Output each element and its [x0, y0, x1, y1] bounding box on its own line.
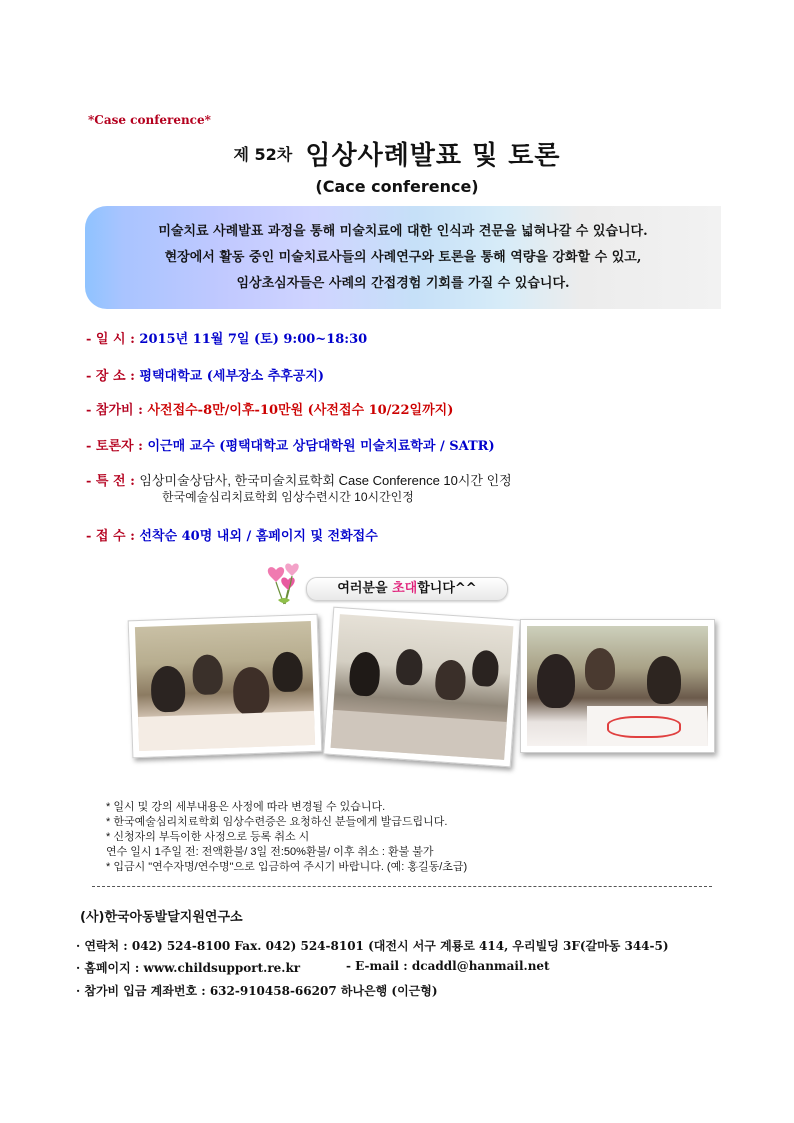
date-label: - 일 시 : — [86, 332, 140, 347]
note-item: * 한국예술심리치료학회 임상수련증은 요청하신 분들에게 발급드립니다. — [106, 816, 448, 828]
info-benefit — [86, 470, 512, 489]
discussant-value: 이근매 교수 (평택대학교 상담대학원 미술치료학과 / SATR) — [147, 439, 495, 454]
note-item: * 신청자의 부득이한 사정으로 등록 취소 시 — [106, 831, 310, 843]
notes-list — [106, 798, 467, 873]
workshop-photo — [323, 607, 521, 768]
email-line[interactable]: - E-mail : dcaddl@hanmail.net — [346, 959, 550, 973]
info-place — [86, 365, 324, 384]
fee-value: 사전접수-8만/이후-10만원 (사전접수 10/22일까지) — [147, 403, 454, 418]
discussant-label: - 토론자 : — [86, 439, 148, 454]
title-number: 제 52차 — [233, 145, 293, 164]
intro-line: 미술치료 사례발표 과정을 통해 미술치료에 대한 인식과 견문을 넓혀나갈 수 있습니다. — [158, 224, 648, 239]
info-date — [86, 328, 367, 347]
info-apply — [86, 525, 378, 544]
benefit-label: - 특 전 : — [86, 474, 140, 489]
heart-balloons-icon — [262, 560, 310, 608]
homepage-line[interactable]: · 홈페이지 : www.childsupport.re.kr — [76, 961, 301, 975]
title-main: 임상사례발표 및 토론 — [305, 141, 561, 171]
account-line: · 참가비 입금 계좌번호 : 632-910458-66207 하나은행 (이근형) — [76, 984, 438, 998]
case-conference-tag: *Case conference* — [88, 113, 211, 127]
benefit-value-2: 한국예술심리치료학회 임상수련시간 10시간인정 — [162, 490, 414, 504]
intro-line: 임상초심자들은 사례의 간접경험 기회를 가질 수 있습니다. — [236, 276, 570, 291]
info-discussant — [86, 435, 495, 454]
page-title — [0, 135, 794, 172]
benefit-value-1: 임상미술상담사, 한국미술치료학회 Case Conference 10시간 인정 — [139, 473, 512, 488]
invite-banner — [306, 577, 508, 601]
apply-value: 선착순 40명 내외 / 홈페이지 및 전화접수 — [139, 529, 378, 544]
banner-highlight: 초대 — [392, 581, 418, 596]
banner-text-end: 합니다^^ — [417, 581, 477, 596]
note-item: 연수 일시 1주일 전: 전액환불/ 3일 전:50%환불/ 이후 취소 : 환불 불가 — [106, 846, 434, 858]
contact-line: · 연락처 : 042) 524-8100 Fax. 042) 524-8101 (대전시 서구 계룡로 414, 우리빌딩 3F(갈마동 344-5) — [76, 939, 669, 953]
organization-name: (사)한국아동발달지원연구소 — [80, 910, 243, 925]
date-value: 2015년 11월 7일 (토) 9:00~18:30 — [139, 332, 368, 347]
workshop-photo — [128, 614, 323, 759]
banner-text: 여러분을 — [337, 581, 393, 596]
note-item: * 입금시 "연수자명/연수명"으로 입금하여 주시기 바랍니다. (예: 홍길동/초급) — [106, 861, 468, 873]
workshop-photo — [520, 619, 715, 753]
divider — [92, 886, 712, 887]
place-value: 평택대학교 (세부장소 추후공지) — [139, 369, 325, 384]
page-subtitle: (Cace conference) — [315, 177, 479, 196]
fee-label: - 참가비 : — [86, 403, 148, 418]
photo-strip — [80, 605, 722, 787]
place-label: - 장 소 : — [86, 369, 140, 384]
intro-box — [85, 206, 721, 309]
apply-label: - 접 수 : — [86, 529, 140, 544]
note-item: * 일시 및 강의 세부내용은 사정에 따라 변경될 수 있습니다. — [106, 801, 386, 813]
intro-line: 현장에서 활동 중인 미술치료사들의 사례연구와 토론을 통해 역량을 강화할 수 있고, — [164, 250, 642, 265]
info-fee — [86, 399, 453, 418]
